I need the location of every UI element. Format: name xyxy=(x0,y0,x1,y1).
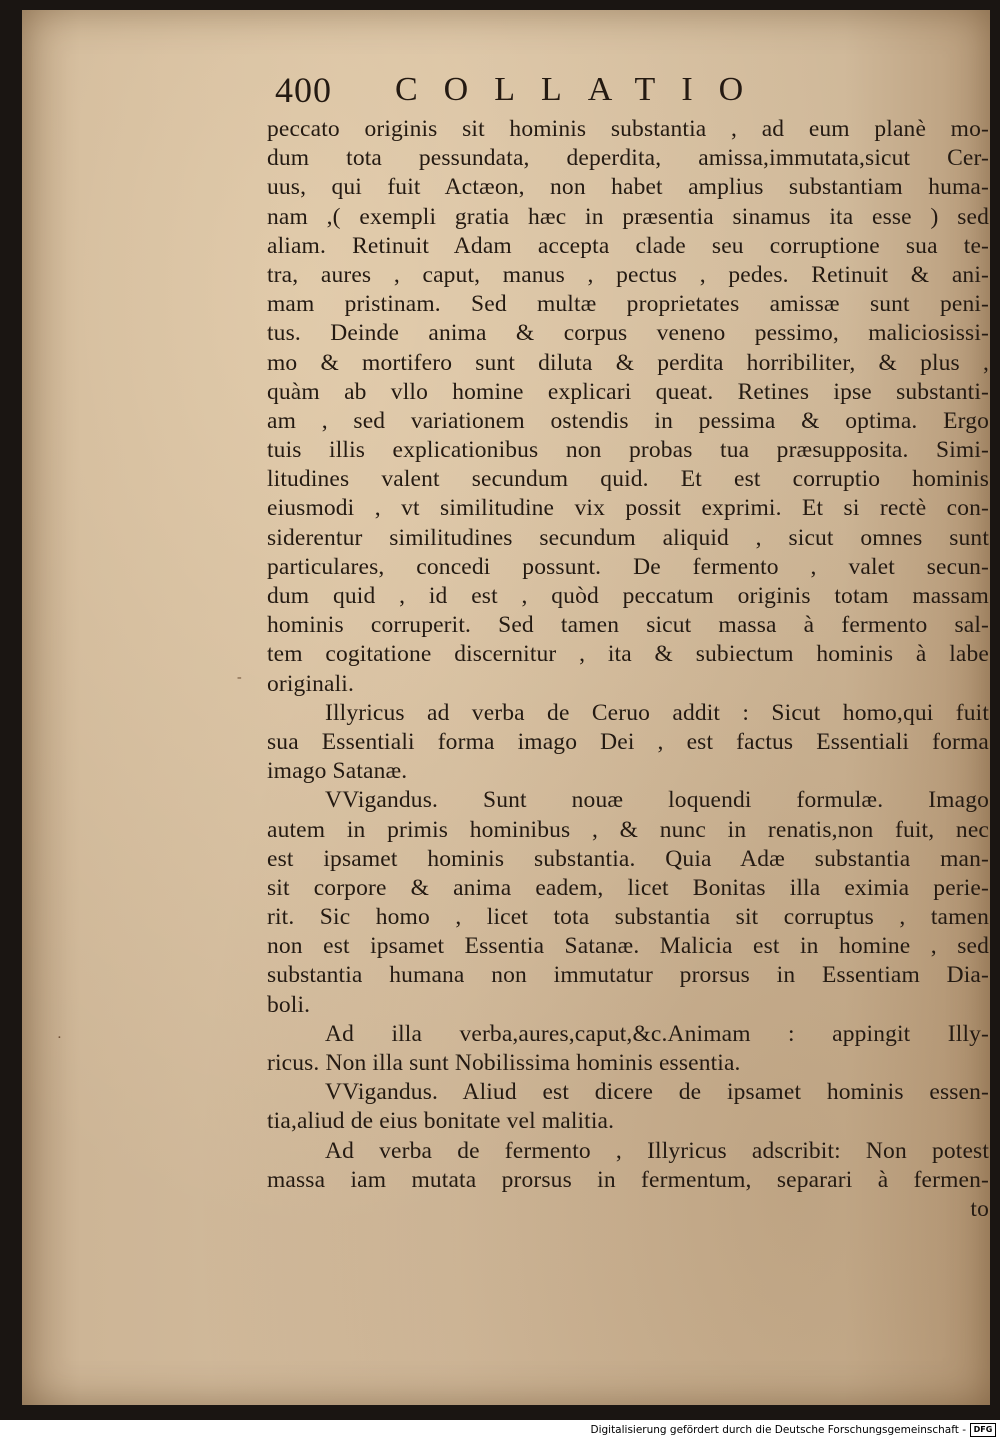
margin-mark: ⋅ xyxy=(57,1031,62,1046)
text-line: dum quid , id est , quòd peccatum originis totam massam xyxy=(267,583,989,609)
catchword: to xyxy=(970,1195,989,1222)
text-line: Ad illa verba,aures,caput,&c.Animam : appingit Illy- xyxy=(325,1020,989,1047)
text-line: autem in primis hominibus , & nunc in renatis,non fuit, nec xyxy=(267,816,989,843)
text-line: particulares, concedi possunt. De fermento , valet secun- xyxy=(267,553,989,580)
text-line: VVigandus. Aliud est dicere de ipsamet hominis essen- xyxy=(325,1079,989,1106)
text-line: tra, aures , caput, manus , pectus , pedes. Retinuit & ani- xyxy=(267,261,989,288)
text-line: est ipsamet hominis substantia. Quia Adæ substantia man- xyxy=(267,845,989,872)
running-head xyxy=(257,68,990,112)
text-line: VVigandus. Sunt nouæ loquendi formulæ. Imago xyxy=(325,787,989,814)
text-line: peccato originis sit hominis substantia , ad eum planè mo- xyxy=(267,116,989,142)
book-page xyxy=(22,10,990,1405)
text-line: dum tota pessundata, deperdita, amissa,immutata,sicut Cer- xyxy=(267,145,989,172)
text-line: sua Essentiali forma imago Dei , est factus Essentiali forma xyxy=(267,728,989,755)
text-line: litudines valent secundum quid. Et est corruptio hominis xyxy=(267,466,989,493)
page-number: 400 xyxy=(275,70,332,110)
text-line: Illyricus ad verba de Ceruo addit : Sicut homo,qui fuit xyxy=(325,699,989,726)
text-line: sit corpore & anima eadem, licet Bonitas illa eximia perie- xyxy=(267,874,989,901)
text-line: tem cogitatione discernitur , ita & subiectum hominis à labe xyxy=(267,641,989,668)
text-line: massa iam mutata prorsus in fermentum, separari à fermen- xyxy=(267,1166,989,1193)
text-line: tuis illis explicationibus non probas tua præsupposita. Simi- xyxy=(267,437,989,464)
text-line: uus, qui fuit Actæon, non habet amplius substantiam huma- xyxy=(267,174,989,201)
text-line: Ad verba de fermento , Illyricus adscribit: Non potest xyxy=(325,1137,989,1164)
text-line: boli. xyxy=(267,991,311,1018)
running-title: COLLATIO xyxy=(395,71,770,108)
text-line: ricus. Non illa sunt Nobilissima hominis essentia. xyxy=(267,1050,741,1076)
text-line: hominis corruperit. Sed tamen sicut massa à fermento sal- xyxy=(267,612,989,639)
text-line: quàm ab vllo homine explicari queat. Retines ipse substanti- xyxy=(267,378,989,405)
text-line: tia,aliud de eius bonitate vel malitia. xyxy=(267,1108,615,1135)
text-line: imago Satanæ. xyxy=(267,758,408,785)
text-line: aliam. Retinuit Adam accepta clade seu corruptione sua te- xyxy=(267,232,989,259)
text-line: rit. Sic homo , licet tota substantia sit corruptus , tamen xyxy=(267,904,989,931)
text-line: nam ,( exempli gratia hæc in præsentia sinamus ita esse ) sed xyxy=(267,203,989,230)
funding-notice: Digitalisierung gefördert durch die Deutsche Forschungsgemeinschaft - xyxy=(590,1424,966,1436)
text-line: non est ipsamet Essentia Satanæ. Malicia est in homine , sed xyxy=(267,933,989,960)
margin-mark: - xyxy=(237,670,242,685)
body-text xyxy=(267,115,989,1224)
text-line: am , sed variationem ostendis in pessima & optima. Ergo xyxy=(267,407,989,434)
text-line: eiusmodi , vt similitudine vix possit exprimi. Et si rectè con- xyxy=(267,495,989,522)
text-line: mam pristinam. Sed multæ proprietates amissæ sunt peni- xyxy=(267,291,989,318)
text-line: siderentur similitudines secundum aliquid , sicut omnes sunt xyxy=(267,524,989,551)
dfg-logo-icon: DFG xyxy=(970,1423,996,1437)
text-line: substantia humana non immutatur prorsus in Essentiam Dia- xyxy=(267,962,989,989)
text-line: tus. Deinde anima & corpus veneno pessimo, maliciosissi- xyxy=(267,320,989,347)
text-line: mo & mortifero sunt diluta & perdita horribiliter, & plus , xyxy=(267,349,989,376)
footer-bar xyxy=(0,1420,1000,1440)
text-line: originali. xyxy=(267,670,354,697)
